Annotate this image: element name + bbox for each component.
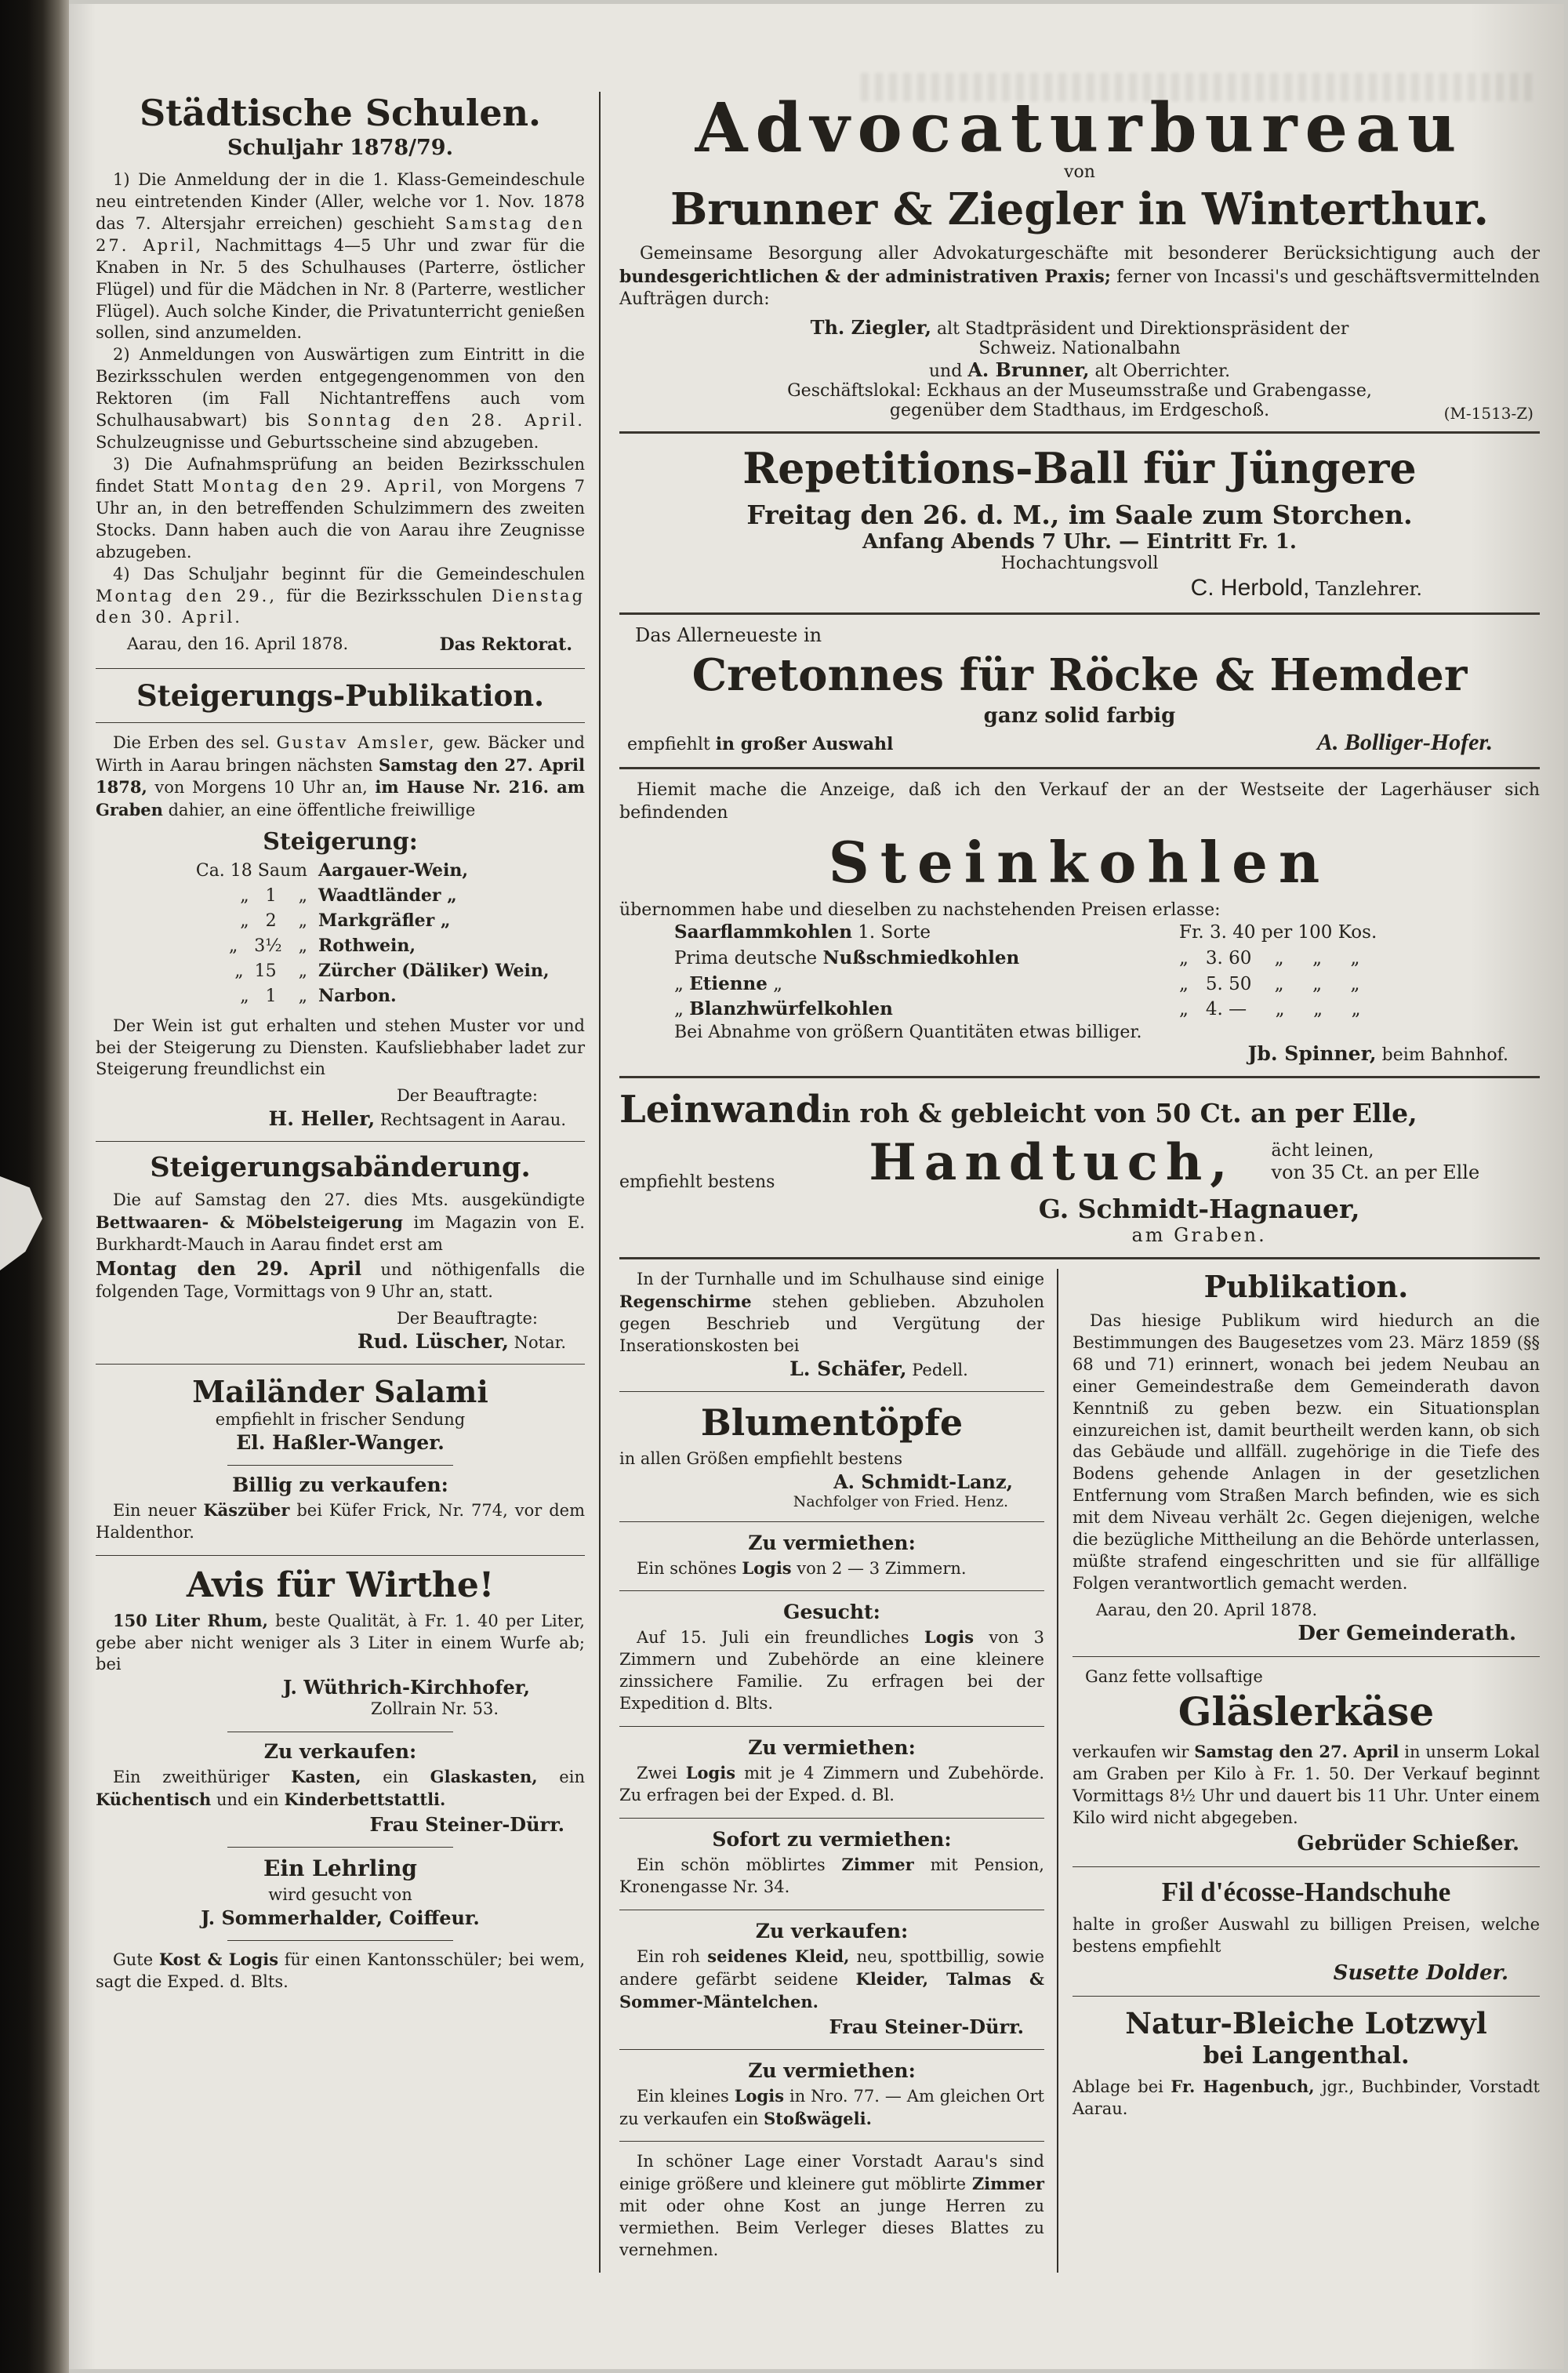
section-salami [96, 1374, 585, 1454]
agent-signature: Rud. Lüscher, Notar. [357, 1329, 566, 1353]
partner-line2: Schweiz. Nationalbahn [978, 338, 1181, 358]
signature: Jb. Spinner, beim Bahnhof. [1247, 1041, 1508, 1065]
ad-text: 150 Liter Rhum, beste Qualität, à Fr. 1. 40 per Liter, gebe aber nicht weniger als 3 Liter in einem Wurfe ab; bei [96, 1610, 585, 1674]
ad-note: Nachfolger von Fried. Henz. [793, 1492, 1008, 1510]
section-title: Städtische Schulen. [139, 92, 542, 134]
wine-item: „ 2 „ Markgräfler „ [240, 910, 451, 932]
price: „ 3. 60 „ „ „ [1179, 947, 1360, 968]
signature: Gebrüder Schießer. [1297, 1832, 1519, 1856]
divider [96, 1364, 585, 1365]
section-verkauf [96, 1740, 585, 1836]
product-name: Handtuch, [869, 1132, 1236, 1192]
divider [96, 668, 585, 669]
intro-paragraph: Die Erben des sel. Gustav Amsler, gew. Bäcker und Wirth in Aarau bringen nächsten Samstag den 27. April 1878, von Morgens 10 Uhr an, im Hause Nr. 216. am Graben dahier, an eine öffentliche freiwillige [96, 732, 585, 820]
ad-handtuch [619, 1088, 1540, 1246]
classified-text: Gute Kost & Logis für einen Kantonsschüler; bei wem, sagt die Exped. d. Blts. [96, 1950, 585, 1991]
ad-subtitle: bei Langenthal. [1203, 2042, 1410, 2070]
divider [619, 1726, 1044, 1727]
classified-vermiethen-2 [619, 1736, 1044, 1807]
section-title: Steigerungsabänderung. [150, 1151, 531, 1184]
classified-text: Ein kleines Logis in Nro. 77. — Am gleichen Ort zu verkaufen ein Stoßwägeli. [619, 2085, 1044, 2128]
section-steigerungsabaenderung [96, 1151, 585, 1353]
classified-sofort [619, 1828, 1044, 1899]
divider [619, 1818, 1044, 1819]
divider [619, 1391, 1044, 1392]
section-steigerungs-publikation [96, 678, 585, 1131]
signature: L. Schäfer, Pedell. [789, 1357, 968, 1380]
classifieds-area [619, 1269, 1540, 2273]
classified-text: In schöner Lage einer Vorstadt Aarau's sind einige größere und kleinere gut möblirte Zimmer mit oder ohne Kost an junge Herren zu vermiethen. Beim Verleger dieses Blattes zu vernehmen. [619, 2152, 1044, 2260]
ad-body: Ablage bei Fr. Hagenbuch, jgr., Buchbinder, Vorstadt Aarau. [1073, 2077, 1540, 2119]
ad-intro: Hiemit mache die Anzeige, daß ich den Verkauf der an der Westseite der Lagerhäuser sich befindenden [619, 779, 1540, 823]
paragraph-4: 4) Das Schuljahr beginnt für die Gemeindeschulen Montag den 29., für die Bezirksschulen Dienstag den 30. April. [96, 564, 586, 627]
ad-subtitle: empfiehlt in frischer Sendung [215, 1409, 466, 1429]
price-row: „ Etienne „ „ 5. 50 „ „ „ [619, 972, 1540, 998]
classified-heading: Sofort zu vermiethen: [712, 1827, 952, 1851]
person-name: A. Brunner, [967, 358, 1090, 381]
classified-vermiethen-1 [619, 1532, 1044, 1580]
signature: Der Gemeinderath. [1298, 1621, 1516, 1645]
ad-title: Repetitions-Ball für Jüngere [742, 442, 1417, 493]
signature: G. Schmidt-Hagnauer, [1038, 1193, 1360, 1224]
product-name: Leinwand [619, 1087, 822, 1132]
divider [619, 2141, 1044, 2142]
classified-text: Ein roh seidenes Kleid, neu, spottbillig, sowie andere gefärbt seidene Kleider, Talmas & Sommer-Mäntelchen. [619, 1946, 1044, 2011]
signature-name: C. Herbold, [1190, 574, 1310, 601]
price: „ 5. 50 „ „ „ [1179, 973, 1360, 994]
ad-note: Bei Abnahme von größern Quantitäten etwas billiger. [674, 1022, 1142, 1042]
ad-body: verkaufen wir Samstag den 27. April in unserm Lokal am Graben per Kilo à Fr. 1. 50. Der Verkauf beginnt Vormittags 8½ Uhr und dauert bis 11 Uhr. Unter einem Kilo wird nicht abgegeben. [1073, 1741, 1540, 1827]
section-handschuhe [1073, 1877, 1540, 1985]
classified-heading: Zu vermiethen: [748, 1736, 916, 1760]
ad-title: Fil d'écosse-Handschuhe [1161, 1877, 1451, 1908]
ad-title: Mailänder Salami [192, 1373, 488, 1409]
ad-line: übernommen habe und dieselben zu nachstehenden Preisen erlasse: [619, 900, 1221, 921]
ad-reference: (M-1513-Z) [1443, 403, 1534, 423]
classified-text: wird gesucht von [268, 1885, 412, 1905]
classified-text: Ein schön möblirtes Zimmer mit Pension, Kronengasse Nr. 34. [619, 1854, 1044, 1896]
section-natur-bleiche [1073, 2006, 1540, 2120]
divider [1073, 1866, 1540, 1867]
auction-heading: Steigerung: [263, 828, 418, 856]
ad-pre: Ganz fette vollsaftige [1085, 1666, 1263, 1686]
price: „ 4. — „ „ „ [1179, 999, 1361, 1020]
person-name: Th. Ziegler, [810, 315, 931, 339]
emphasized-date: Montag den 29. April, [201, 476, 445, 496]
ad-title: Advocaturbureau [695, 89, 1465, 168]
signature-name: Rud. Lüscher, [357, 1329, 509, 1353]
ad-right-note: ächt leinen, von 35 Ct. an per Elle [1271, 1140, 1480, 1184]
signature: J. Wüthrich-Kirchhofer, [283, 1676, 530, 1699]
wine-item: „ 15 „ Zürcher (Däliker) Wein, [234, 960, 550, 981]
signature: A. Bolliger-Hofer. [1316, 729, 1493, 755]
rightmost-column [1058, 1269, 1540, 2273]
classified-heading: Billig zu verkaufen: [232, 1473, 448, 1496]
ad-line1: Freitag den 26. d. M., im Saale zum Storchen. [746, 499, 1413, 530]
divider [227, 1940, 452, 1941]
ad-subtitle: ganz solid farbig [983, 703, 1176, 728]
address: Zollrain Nr. 53. [371, 1699, 499, 1719]
divider [619, 1076, 1540, 1078]
divider [96, 1555, 585, 1556]
classified-heading: Zu vermiethen: [748, 2059, 916, 2082]
ad-title: Natur-Bleiche Lotzwyl [1125, 2006, 1487, 2041]
emphasized-date: Sonntag den 28. April. [307, 411, 585, 431]
ad-left-small: empfiehlt bestens [619, 1172, 775, 1192]
classified-zimmer [619, 2151, 1044, 2262]
signature: Frau Steiner-Dürr. [829, 2015, 1024, 2038]
classified-text: Ein neuer Käszüber bei Küfer Frick, Nr. 774, vor dem Haldenthor. [96, 1499, 585, 1542]
ad-steinkohlen [619, 779, 1540, 1065]
wine-item: „ 1 „ Waadtländer „ [240, 885, 457, 907]
middle-column [619, 1269, 1058, 2273]
agent-label: Der Beauftragte: [396, 1308, 538, 1328]
divider [619, 431, 1540, 434]
divider [96, 722, 585, 723]
dateline: Aarau, den 20. April 1878. [1096, 1600, 1318, 1619]
divider [1073, 1996, 1540, 1997]
signature: A. Schmidt-Lanz, [833, 1470, 1013, 1493]
ad-title: Cretonnes für Röcke & Hemder [691, 649, 1468, 701]
divider [227, 1465, 452, 1466]
divider [619, 767, 1540, 769]
classified-text: Ein schönes Logis von 2 — 3 Zimmern. [637, 1557, 967, 1578]
closing-paragraph: Der Wein ist gut erhalten und stehen Muster vor und bei der Steigerung zu Diensten. Kaufsliebhaber ladet zur Steigerung freundlichst ein [96, 1016, 585, 1079]
person-name: Gustav Amsler, [276, 732, 437, 752]
section-kaszuber [96, 1474, 585, 1544]
classified-text: Ein zweithüriger Kasten, ein Glaskasten, ein Küchentisch und ein Kinderbettstattli. [96, 1767, 585, 1810]
ad-footer-row: empfiehlt in großer Auswahl A. Bolliger-Hofer. [627, 729, 1493, 755]
signature: Susette Dolder. [1333, 1961, 1508, 1986]
divider [619, 1257, 1540, 1259]
ad-line2: Anfang Abends 7 Uhr. — Eintritt Fr. 1. [862, 529, 1297, 554]
ad-repetitions-ball [619, 443, 1540, 601]
paragraph-2: 2) Anmeldungen von Auswärtigen zum Eintritt in die Bezirksschulen werden entgegengenommen von den Rektoren (im Fall Nichtantreffens auch vom Schulhausabwart) bis Sonntag den 28. April. Schulzeugnisse und Geburtsscheine sind abzugeben. [96, 345, 585, 452]
ad-title: Gläslerkäse [1178, 1688, 1435, 1735]
wine-item: „ 3½ „ Rothwein, [228, 935, 416, 956]
emphasized-date: Samstag den 27. April, [96, 213, 585, 255]
price-row: „ Blanzhwürfelkohlen „ 4. — „ „ „ [619, 997, 1540, 1023]
emphasized-date: Montag den 29., [96, 586, 278, 605]
ad-subtitle: in allen Größen empfiehlt bestens [619, 1448, 902, 1468]
divider [227, 1847, 452, 1848]
wine-list [190, 859, 585, 1008]
ad-line2 [619, 1133, 1540, 1192]
divider [619, 2049, 1044, 2050]
signature-name: L. Schäfer, [789, 1357, 907, 1380]
body-paragraph: Das hiesige Publikum wird hiedurch an die Bestimmungen des Baugesetzes vom 23. März 1859 (§§ 68 und 71) erinnert, wonach bei jedem Neubau an einer Gemeindestraße dem Gemeinderath davon Kenntniß zu geben bezw. ein Situationsplan einzureichen ist, damit beurtheilt werden kann, ob sich das Gebäude und allfäll. zugehörige in die Tiefe des Bodens gehende Anlagen in der gesetzlichen Entfernung vom Straßen March befinden, wie es sich mit dem Niveau verhält 2c. Gegen diejenigen, welche die bezügliche Mittheilung an die Behörde unterlassen, müßte strafend eingeschritten und sie für allfällige Folgen verantwortlich gemacht werden. [1073, 1310, 1540, 1593]
ad-line1: Leinwand in roh & gebleicht von 50 Ct. an per Elle, [619, 1087, 1417, 1132]
classified-vermiethen-3 [619, 2059, 1044, 2131]
paragraph-1: 1) Die Anmeldung der in die 1. Klass-Gemeindeschule neu eintretenden Kinder (Aller, welche vor 1. Nov. 1878 das 7. Altersjahr erreichen) geschieht Samstag den 27. April, Nachmittags 4—5 Uhr und zwar für die Knaben in Nr. 5 des Schulhauses (Parterre, östlicher Flügel) und für die Mädchen in Nr. 8 (Parterre, westlicher Flügel). Auch solche Kinder, die Privatunterricht genießen sollen, sind anzumelden. [96, 170, 586, 343]
page-content [91, 89, 1540, 2273]
ad-title: Steinkohlen [828, 829, 1331, 896]
classified-gesucht [619, 1601, 1044, 1715]
classified-text: In der Turnhalle und im Schulhause sind einige Regenschirme stehen geblieben. Abzuholen gegen Beschrieb und Vergütung der Inserationskosten bei [619, 1269, 1044, 1355]
section-title: Publikation. [1203, 1268, 1409, 1304]
signature: J. Sommerhalder, Coiffeur. [201, 1906, 480, 1930]
ad-title: Avis für Wirthe! [186, 1564, 495, 1605]
section-staedtische-schulen [96, 92, 585, 657]
classified-heading: Gesucht: [783, 1601, 880, 1624]
section-title: Steigerungs-Publikation. [136, 678, 545, 713]
ad-thanks: Hochachtungsvoll [1000, 553, 1159, 573]
signature: El. Haßler-Wanger. [236, 1430, 445, 1454]
classified-heading: Zu verkaufen: [263, 1740, 417, 1764]
wine-item: „ 1 „ Narbon. [240, 985, 397, 1006]
dateline-row [96, 634, 585, 656]
paragraph: Die auf Samstag den 27. dies Mts. ausgekündigte Bettwaaren- & Möbelsteigerung im Magazin von E. Burkhardt-Mauch in Aarau findet erst am [96, 1190, 585, 1255]
right-area [601, 89, 1540, 2273]
paragraph-3: 3) Die Aufnahmsprüfung an beiden Bezirksschulen findet Statt Montag den 29. April, von Morgens 7 Uhr an, in den betreffenden Schulzimmern des zweiten Stocks. Dann haben auch die von Aarau ihre Zeugnisse abzugeben. [96, 454, 585, 561]
price: Fr. 3. 40 per 100 Kos. [1179, 922, 1377, 943]
signature: Frau Steiner-Dürr. [369, 1813, 564, 1837]
address: am Graben. [1131, 1223, 1267, 1246]
price-row: Saarflammkohlen 1. Sorte Fr. 3. 40 per 100 Kos. [619, 920, 1540, 946]
section-publikation [1073, 1269, 1540, 1645]
signature: Das Rektorat. [439, 634, 572, 656]
classified-regenschirme [619, 1269, 1044, 1380]
classified-heading: Zu vermiethen: [748, 1531, 916, 1554]
divider [619, 1521, 1044, 1522]
signature-name: H. Heller, [268, 1107, 376, 1131]
section-lehrling [96, 1855, 585, 1929]
signature-name: Jb. Spinner, [1247, 1041, 1377, 1065]
classified-blumentoepfe [619, 1401, 1044, 1510]
classified-heading: Ein Lehrling [263, 1855, 417, 1882]
section-kost-logis [96, 1949, 585, 1993]
ad-pre: Das Allerneueste in [635, 623, 822, 646]
emphasized-date: Dienstag den 30. April. [96, 586, 586, 627]
agent-signature: H. Heller, Rechtsagent in Aarau. [268, 1107, 566, 1131]
partner-line3: und A. Brunner, alt Oberrichter. [928, 358, 1231, 381]
divider [619, 1590, 1044, 1591]
firm-name: Brunner & Ziegler in Winterthur. [670, 184, 1490, 235]
divider [619, 612, 1540, 615]
ad-body: halte in großer Auswahl zu billigen Preisen, welche bestens empfiehlt [1073, 1915, 1540, 1957]
ad-body: Gemeinsame Besorgung aller Advokaturgeschäfte mit besonderer Berücksichtigung auch der bundesgerichtlichen & der administrativen Praxis; ferner von Incassi's und geschäftsvermittelnden Aufträgen durch: [619, 244, 1540, 310]
signature: C. Herbold, Tanzlehrer. [1190, 574, 1422, 601]
divider [1073, 1656, 1540, 1657]
price-row: Prima deutsche Nußschmiedkohlen „ 3. 60 „ „ „ [619, 946, 1540, 972]
classified-heading: Zu verkaufen: [755, 1919, 909, 1942]
classified-text: Auf 15. Juli ein freundliches Logis von 3 Zimmern und Zubehörde an eine kleinere zinssichere Familie. Zu erfragen bei der Expedition d. Blts. [619, 1627, 1044, 1713]
location-line: Geschäftslokal: Eckhaus an der Museumsstraße und Grabengasse, [787, 380, 1372, 401]
price-table [619, 920, 1540, 1023]
ad-title: Blumentöpfe [700, 1401, 964, 1444]
classified-text: Zwei Logis mit je 4 Zimmern und Zubehörde. Zu erfragen bei der Exped. d. Bl. [619, 1763, 1045, 1805]
ad-advocaturbureau [619, 89, 1540, 423]
divider [96, 1141, 585, 1142]
partner-line: Th. Ziegler, alt Stadtpräsident und Direktionspräsident der [810, 315, 1349, 339]
section-avis-wirthe [96, 1565, 585, 1721]
location-line2: gegenüber dem Stadthaus, im Erdgeschoß. (M-1513-Z) [889, 400, 1534, 423]
left-column [91, 92, 601, 2273]
agent-label: Der Beauftragte: [396, 1086, 538, 1106]
wine-item: Ca. 18 Saum Aargauer-Wein, [195, 860, 468, 881]
dateline: Aarau, den 16. April 1878. [127, 634, 349, 654]
signature-block [932, 1194, 1466, 1246]
classified-kleid [619, 1920, 1044, 2038]
paragraph: Montag den 29. April und nöthigenfalls die folgenden Tage, Vormittags von 9 Uhr an, statt. [96, 1257, 585, 1302]
ad-cretonnes [619, 624, 1540, 756]
section-subtitle: Schuljahr 1878/79. [227, 136, 453, 160]
section-glaeslerkaese [1073, 1666, 1540, 1856]
newspaper-page [69, 4, 1564, 2369]
ad-von: von [1064, 162, 1095, 182]
